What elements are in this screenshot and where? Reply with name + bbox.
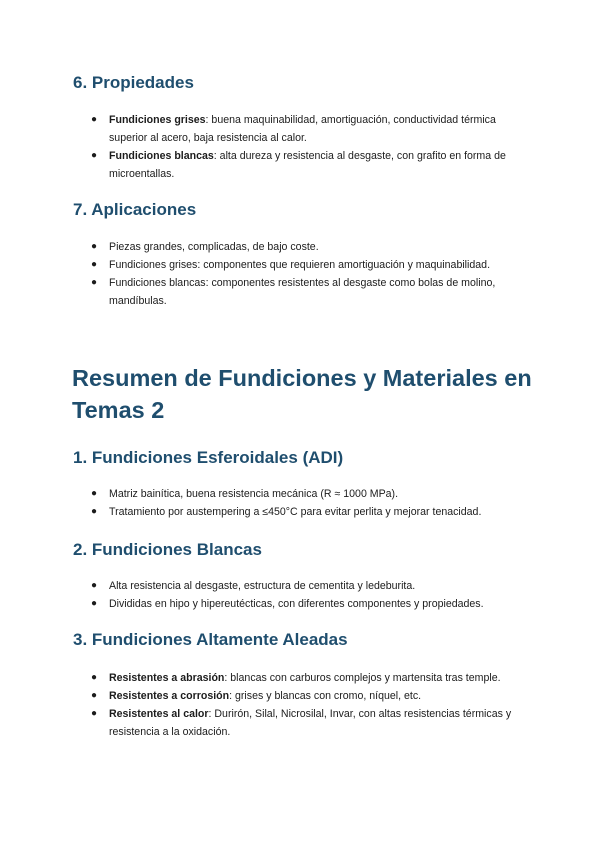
list-aleadas [0,669,600,741]
section-heading-adi: 1. Fundiciones Esferoidales (ADI) [73,448,344,467]
bullet-icon: ● [91,506,98,517]
list-aplicaciones [0,238,600,310]
bullet-icon: ● [91,259,98,270]
section-heading-propiedades: 6. Propiedades [73,73,194,92]
bullet-icon: ● [91,488,98,499]
list-item: ● Fundiciones blancas: alta dureza y resistencia al desgaste, con grafito en forma de microentallas. [0,147,530,183]
list-item: ● Resistentes a corrosión: grises y blancas con cromo, níquel, etc. [0,687,530,705]
bullet-icon: ● [91,598,98,609]
list-item: ● Alta resistencia al desgaste, estructura de cementita y ledeburita. [0,577,530,595]
bullet-icon: ● [91,150,98,161]
bullet-icon: ● [91,708,98,719]
list-item: ● Tratamiento por austempering a ≤450°C para evitar perlita y mejorar tenacidad. [0,503,530,521]
list-item: ● Resistentes al calor: Durirón, Silal, Nicrosilal, Invar, con altas resistencias térmicas y resistencia a la oxidación. [0,705,530,741]
bullet-icon: ● [91,580,98,591]
section-heading-aplicaciones: 7. Aplicaciones [73,200,197,219]
bullet-icon: ● [91,241,98,252]
section-heading-aleadas: 3. Fundiciones Altamente Aleadas [73,630,348,649]
list-item: ● Matriz bainítica, buena resistencia mecánica (R ≈ 1000 MPa). [0,485,530,503]
list-item: ● Piezas grandes, complicadas, de bajo coste. [0,238,530,256]
summary-heading: Resumen de Fundiciones y Materiales en Temas 2 [72,365,532,423]
bullet-icon: ● [91,277,98,288]
section-heading-blancas: 2. Fundiciones Blancas [73,540,262,559]
list-item: ● Resistentes a abrasión: blancas con carburos complejos y martensita tras temple. [0,669,530,687]
list-item: ● Fundiciones blancas: componentes resistentes al desgaste como bolas de molino, mandíbulas. [0,274,530,310]
bullet-icon: ● [91,690,98,701]
list-adi [0,485,600,521]
list-propiedades [0,111,600,183]
list-item: ● Divididas en hipo y hipereutécticas, con diferentes componentes y propiedades. [0,595,530,613]
bullet-icon: ● [91,114,98,125]
list-item: ● Fundiciones grises: componentes que requieren amortiguación y maquinabilidad. [0,256,530,274]
list-blancas [0,577,600,613]
bullet-icon: ● [91,672,98,683]
list-item: ● Fundiciones grises: buena maquinabilidad, amortiguación, conductividad térmica superior al acero, baja resistencia al calor. [0,111,530,147]
